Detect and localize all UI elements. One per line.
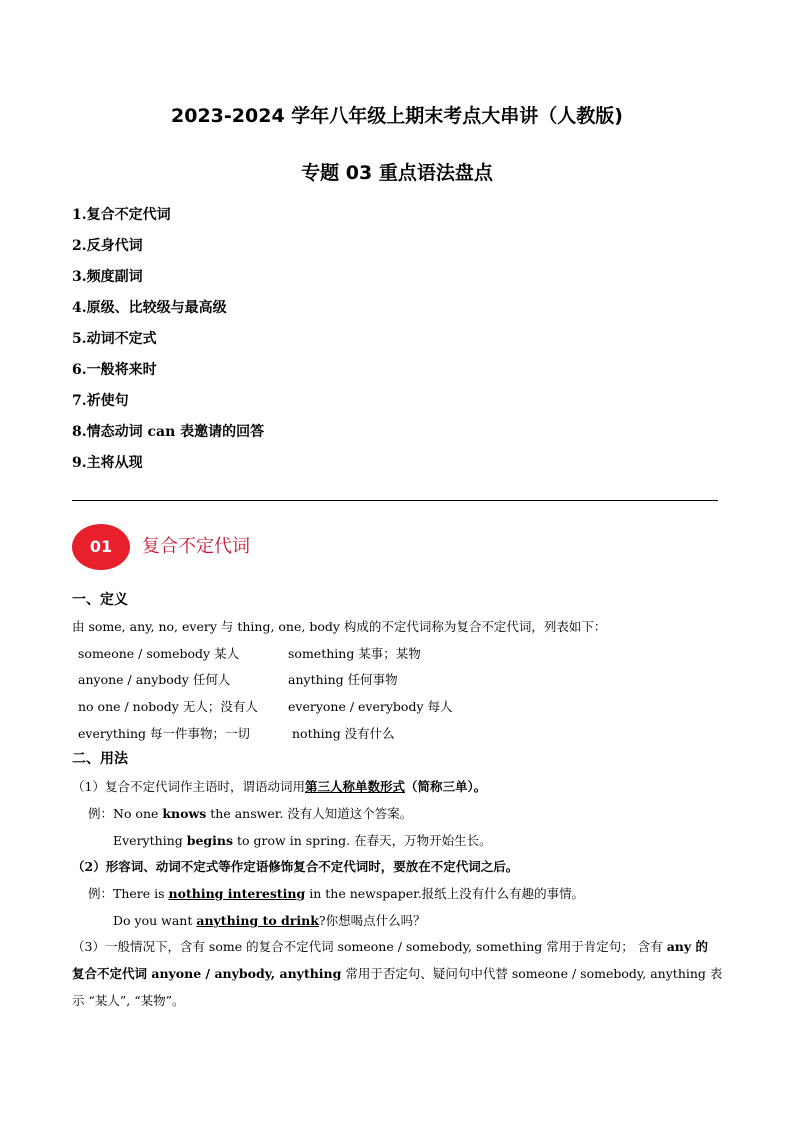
page-title: 2023-2024 学年八年级上期末考点大串讲（人教版) xyxy=(171,105,623,127)
toc-item: 5.动词不定式 xyxy=(72,331,157,347)
definition-table-row xyxy=(78,725,718,743)
toc-item: 8.情态动词 can 表邀请的回答 xyxy=(72,424,265,440)
usage-rule-1: （1）复合不定代词作主语时，谓语动词用第三人称单数形式（简称三单）。 xyxy=(72,779,487,794)
toc-item: 7.祈使句 xyxy=(72,393,129,409)
usage-rule-2: （2）形容词、动词不定式等作定语修饰复合不定代词时，要放在不定代词之后。 xyxy=(72,859,519,874)
table-of-contents xyxy=(72,204,264,483)
definition-table-row xyxy=(78,671,718,689)
usage-rule-3: （3）一般情况下，含有 some 的复合不定代词 someone / somebody, something 常用于肯定句； 含有 any 的 xyxy=(72,939,709,954)
page-subtitle: 专题 03 重点语法盘点 xyxy=(301,162,493,184)
toc-item: 9.主将从现 xyxy=(72,455,143,471)
usage-example: 例：No one knows the answer. 没有人知道这个答案。 xyxy=(88,806,413,821)
usage-heading: 二、用法 xyxy=(72,751,128,767)
definition-table-row xyxy=(78,645,718,663)
divider xyxy=(72,500,718,501)
usage-example: 例：There is nothing interesting in the newspaper.报纸上没有什么有趣的事情。 xyxy=(88,886,585,901)
toc-item: 3.频度副词 xyxy=(72,269,143,285)
definition-term: someone / somebody 某人 xyxy=(78,646,240,661)
definition-term: everyone / everybody 每人 xyxy=(288,699,453,714)
definition-term: no one / nobody 无人；没有人 xyxy=(78,699,258,714)
definition-term: anything 任何事物 xyxy=(288,672,398,687)
definition-intro: 由 some, any, no, every 与 thing, one, body 构成的不定代词称为复合不定代词，列表如下： xyxy=(72,619,607,634)
definition-heading: 一、定义 xyxy=(72,592,128,608)
definition-term: nothing 没有什么 xyxy=(292,726,395,741)
definition-term: anyone / anybody 任何人 xyxy=(78,672,231,687)
definition-term: something 某事；某物 xyxy=(288,646,421,661)
usage-rule-3: 复合不定代词 anyone / anybody, anything 常用于否定句、疑问句中代替 someone / somebody, anything 表 xyxy=(72,966,723,981)
toc-item: 1.复合不定代词 xyxy=(72,207,171,223)
definition-term: everything 每一件事物；一切 xyxy=(78,726,250,741)
toc-item: 6.一般将来时 xyxy=(72,362,157,378)
usage-example: Do you want anything to drink?你想喝点什么吗？ xyxy=(113,913,426,928)
definition-table-row xyxy=(78,698,718,716)
toc-item: 2.反身代词 xyxy=(72,238,143,254)
usage-example: Everything begins to grow in spring. 在春天，万物开始生长。 xyxy=(113,833,492,848)
section-title: 复合不定代词 xyxy=(142,536,250,557)
section-number-badge: 01 xyxy=(72,524,130,570)
toc-item: 4.原级、比较级与最高级 xyxy=(72,300,227,316)
usage-rule-3: 示 “某人”, “某物”。 xyxy=(72,993,185,1008)
